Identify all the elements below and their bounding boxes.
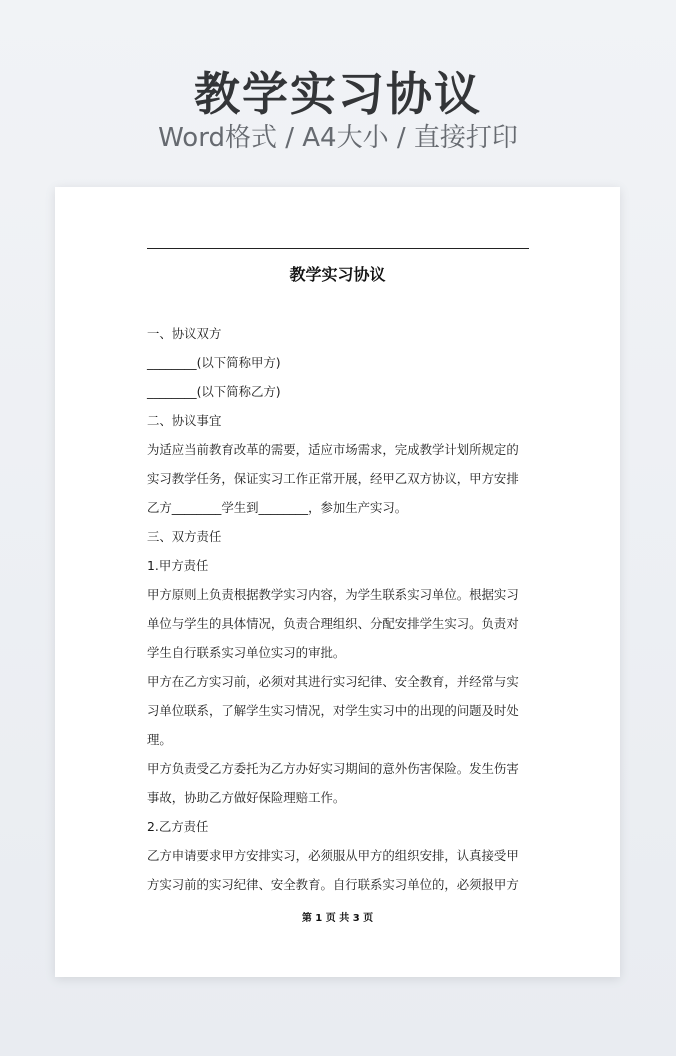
header-rule — [147, 248, 529, 249]
body-paragraph: 乙方申请要求甲方安排实习，必须服从甲方的组织安排，认真接受甲方实习前的实习纪律、安全教育。自行联系实习单位的，必须报甲方 — [147, 848, 519, 892]
document-title: 教学实习协议 — [289, 265, 386, 284]
section-heading: 二、协议事宜 — [147, 413, 222, 428]
subsection-heading: 2.乙方责任 — [147, 819, 209, 834]
page-number-footer: 第 1 页 共 3 页 — [301, 913, 374, 924]
body-paragraph: 甲方在乙方实习前，必须对其进行实习纪律、安全教育，并经常与实习单位联系，了解学生实习情况，对学生实习中的出现的问题及时处理。 — [147, 674, 519, 747]
banner-subtitle: Word格式 / A4大小 / 直接打印 — [158, 123, 518, 153]
banner-title: 教学实习协议 — [194, 67, 482, 121]
subsection-heading: 1.甲方责任 — [147, 558, 209, 573]
body-paragraph: 甲方负责受乙方委托为乙方办好实习期间的意外伤害保险。发生伤害事故，协助乙方做好保险理赔工作。 — [147, 761, 519, 805]
body-line: ________(以下简称甲方) — [147, 355, 281, 370]
document-body — [147, 319, 531, 899]
body-paragraph: 甲方原则上负责根据教学实习内容，为学生联系实习单位。根据实习单位与学生的具体情况，负责合理组织、分配安排学生实习。负责对学生自行联系实习单位实习的审批。 — [147, 587, 519, 660]
body-line: ________(以下简称乙方) — [147, 384, 281, 399]
section-heading: 三、双方责任 — [147, 529, 222, 544]
section-heading: 一、协议双方 — [147, 326, 222, 341]
document-page — [55, 187, 620, 977]
body-paragraph: 为适应当前教育改革的需要，适应市场需求，完成教学计划所规定的实习教学任务，保证实习工作正常开展，经甲乙双方协议，甲方安排乙方________学生到________，参加生产实习。 — [147, 442, 519, 515]
